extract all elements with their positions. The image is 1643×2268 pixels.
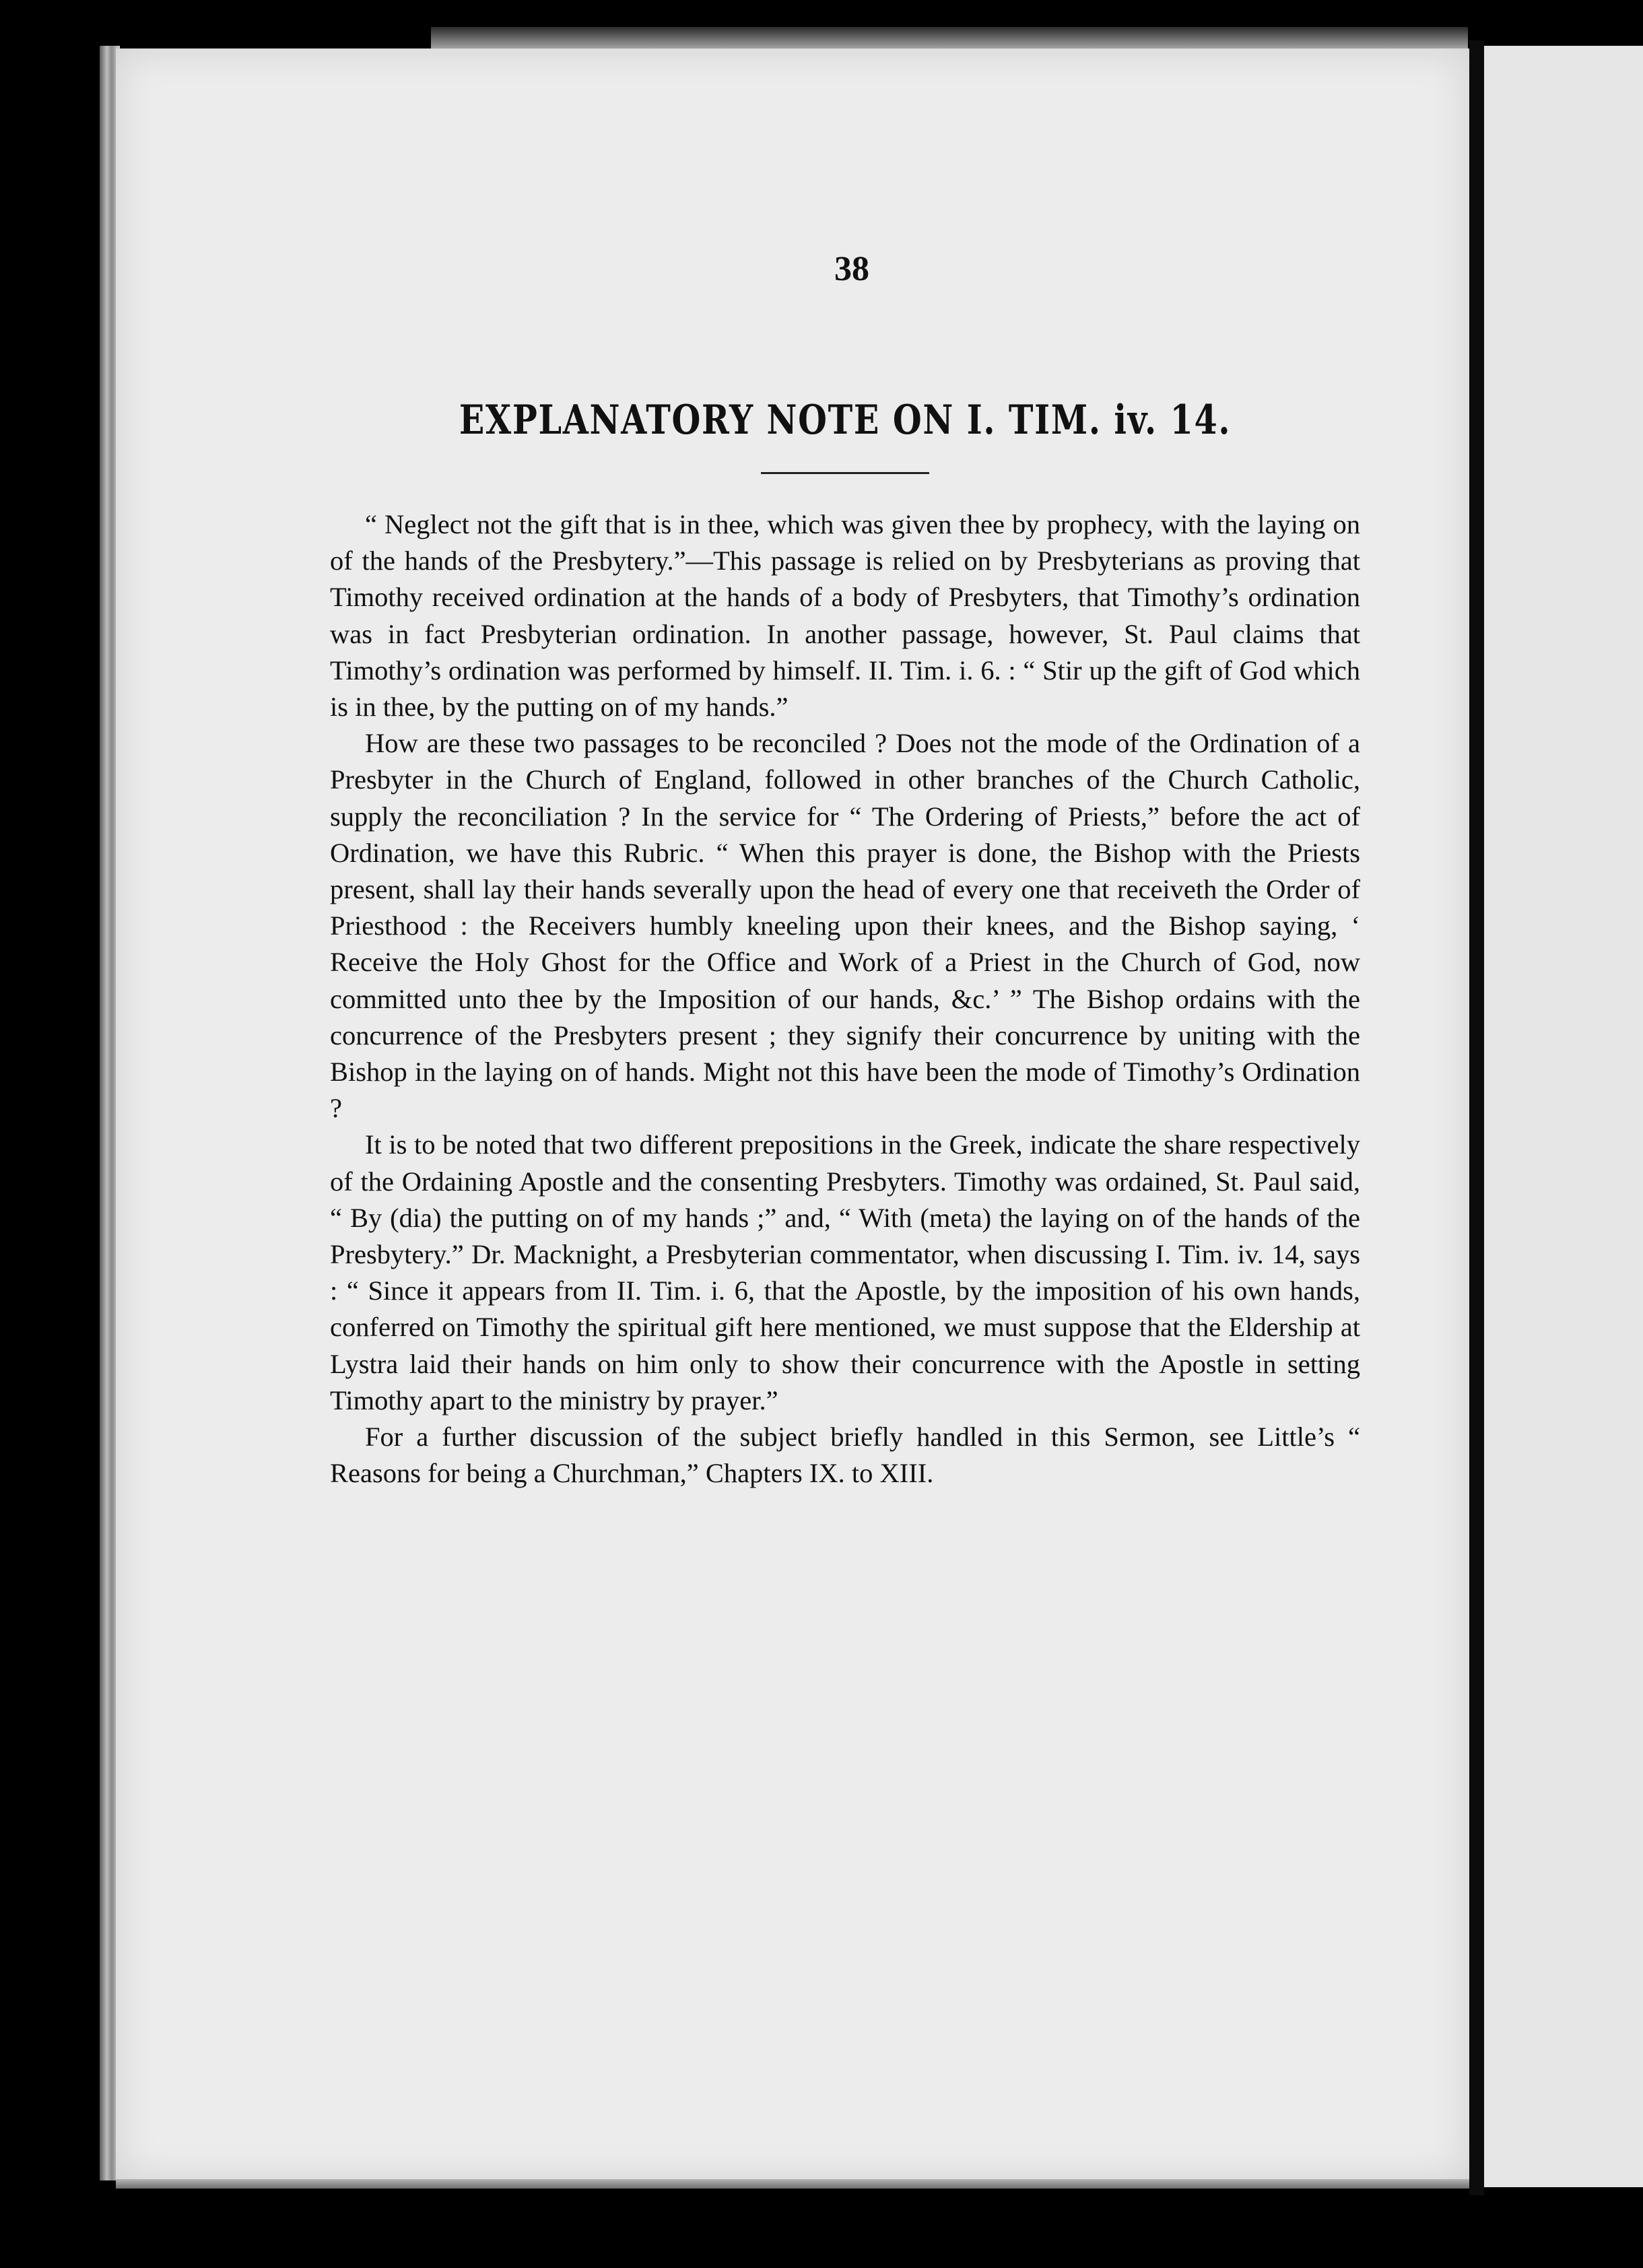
page-bottom-edge bbox=[116, 2179, 1469, 2189]
page-heading: EXPLANATORY NOTE ON I. TIM. iv. 14. bbox=[459, 397, 1232, 444]
facing-page bbox=[1484, 46, 1643, 2187]
heading-rule bbox=[761, 472, 929, 474]
page-content bbox=[330, 249, 1360, 1492]
paragraph-2: How are these two passages to be reconciled ? Does not the mode of the Ordination of a Presbyter in the Church of England, followed in other branches of the Church Catholic, supply the reconciliation ? In the service for “ The Ordering of Priests,” before the act of Ordination, we have this Rubric. “ When this prayer is done, the Bishop with the Priests present, shall lay their hands severally upon the head of every one that receiveth the Order of Priesthood : the Receivers humbly kneeling upon their knees, and the Bishop saying, ‘ Receive the Holy Ghost for the Office and Work of a Priest in the Church of God, now committed unto thee by the Imposition of our hands, &c.’ ” The Bishop ordains with the concurrence of the Presbyters present ; they signify their concurrence by uniting with the Bishop in the laying on of hands. Might not this have been the mode of Timothy’s Ordination ? bbox=[330, 728, 1360, 1124]
paragraph-3: It is to be noted that two different prepositions in the Greek, indicate the share respectively of the Ordaining Apostle and the consenting Presbyters. Timothy was ordained, St. Paul said, “ By (dia) the putting on of my hands ;” and, “ With (meta) the laying on of the hands of the Presbytery.” Dr. Macknight, a Presbyterian commentator, when discussing I. Tim. iv. 14, says : “ Since it appears from II. Tim. i. 6, that the Apostle, by the imposition of his own hands, conferred on Timothy the spiritual gift here mentioned, we must suppose that the Eldership at Lystra laid their hands on him only to show their concurrence with the Apostle in setting Timothy apart to the ministry by prayer.” bbox=[330, 1129, 1360, 1415]
paragraph-4: For a further discussion of the subject briefly handled in this Sermon, see Little’s “ Reasons for being a Churchman,” Chapters IX. to XIII. bbox=[330, 1422, 1360, 1489]
page-number: 38 bbox=[834, 250, 869, 288]
paragraph-1: “ Neglect not the gift that is in thee, which was given thee by prophecy, with the laying on of the hands of the Presbytery.”—This passage is relied on by Presbyterians as proving that Timothy received ordination at the hands of a body of Presbyters, that Timothy’s ordination was in fact Presbyterian ordination. In another passage, however, St. Paul claims that Timothy’s ordination was performed by himself. II. Tim. i. 6. : “ Stir up the gift of God which is in thee, by the putting on of my hands.” bbox=[330, 509, 1360, 723]
book-top-edge bbox=[431, 27, 1468, 50]
book-gutter bbox=[1469, 40, 1484, 2195]
